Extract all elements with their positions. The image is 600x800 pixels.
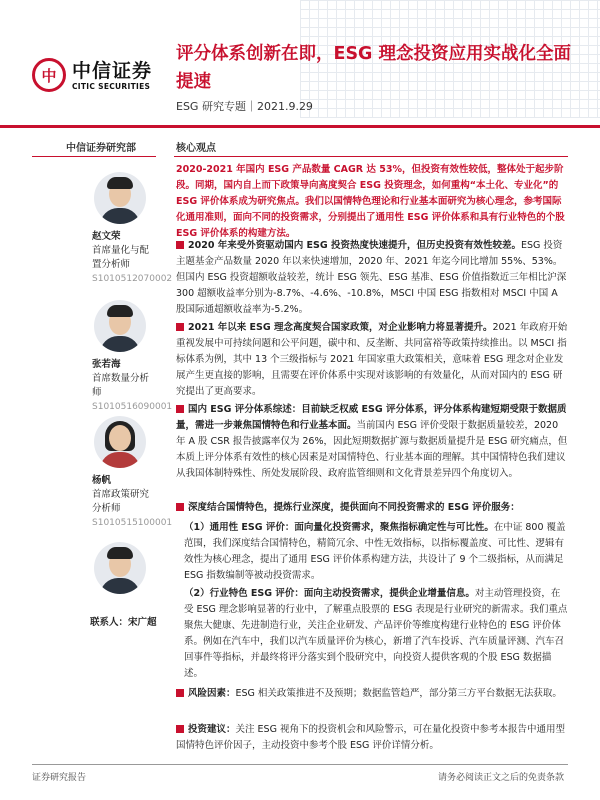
bullet-square-icon	[176, 689, 184, 697]
logo-english: CITIC SECURITIES	[72, 81, 151, 91]
main-section-title: 核心观点	[176, 143, 216, 154]
analyst-role: 首席政策研究分析师	[92, 489, 150, 514]
advice-heading: 投资建议：	[188, 724, 236, 735]
investment-advice	[176, 722, 568, 754]
footer-left: 证券研究报告	[32, 773, 87, 783]
logo-chinese: 中信证券	[72, 59, 153, 82]
risk-body: ESG 相关政策推进不及预期；数据监管趋严，部分第三方平台数据无法获取。	[235, 688, 562, 699]
analyst-cert: S1010515100001	[92, 518, 173, 528]
bullet-square-icon	[176, 503, 184, 511]
key-point-heading: 2021 年以来 ESG 理念高度契合国家政策，对企业影响力将显著提升。	[188, 322, 493, 333]
bullet-square-icon	[176, 323, 184, 331]
citic-logo-icon: 中	[32, 58, 66, 92]
summary-paragraph: 2020-2021 年国内 ESG 产品数量 CAGR 达 53%，但投资有效性较低，整体处于起步阶段。同期，国内自上而下政策导向高度契合 ESG 投资理念，如何重构“本土化、专业化”的 ESG 评价体系成为研究焦点。我们以国情特色理论和行业基本面研究为核心理念，参考国际化通用准则，面向不同的投资需求，分别提出了通用性 ESG 评价体系和具有行业特色的个股 ESG 评价体系的构建方法。	[176, 164, 565, 239]
analyst-cert: S1010516090001	[92, 402, 173, 412]
key-point-heading: 深度结合国情特色，提炼行业深度，提供面向不同投资需求的 ESG 评价服务：	[188, 502, 520, 513]
analyst-name: 赵文荣	[92, 231, 121, 242]
key-point-1	[176, 238, 568, 318]
advice-body: 关注 ESG 视角下的投资机会和风险警示，可在量化投资中参考本报告中通用型国情特色评价因子，主动投资中参考个股 ESG 评价详情分析。	[176, 724, 565, 751]
avatar	[94, 172, 146, 224]
key-point-body: 2021 年政府开始重视发展中可持续问题和公平问题，碳中和、反垄断、共同富裕等政策持续推出。以 MSCI 指标体系为例，其中 13 个三级指标与 2021 年国家重大政策相关，意味着 ESG 理念对企业发展产生更直接的影响，且需要在评价体系中实现对该影响的有效量化，从而对国内的 ESG 研究提出了更高要求。	[176, 322, 568, 397]
analyst-role: 首席量化与配置分析师	[92, 245, 150, 270]
avatar	[94, 300, 146, 352]
main-divider	[174, 156, 568, 157]
analyst-card	[32, 172, 173, 286]
sub-point-body: 对主动管理投资，在受 ESG 理念影响显著的行业中，了解重点股票的 ESG 表现是行业研究的新需求。我们重点聚焦大健康、先进制造行业，关注企业研发、产品评价等维度构建行业特色的 ESG 评价体系。例如在汽车中，我们以汽车质量评价为核心，新增了汽车投诉、汽车质量评测、汽车召回事件等指标，并最终将评分落实到个股研究中，向投资人提供客观的个股 ESG 数据描述。	[184, 588, 568, 679]
analyst-role: 首席数量分析师	[92, 373, 150, 398]
key-point-heading: 国内 ESG 评分体系综述：目前缺乏权威 ESG 评分体系，评分体系构建短期受限于数据质量，需进一步兼焦国情特色和行业基本面。	[176, 404, 567, 431]
key-point-heading: 2020 年来受外资驱动国内 ESG 投资热度快速提升，但历史投资有效性较差。	[188, 240, 521, 251]
company-logo	[32, 58, 152, 92]
footer-divider	[32, 764, 568, 765]
sidebar-divider	[32, 156, 156, 157]
report-title: 评分体系创新在即，ESG 理念投资应用实战化全面提速	[176, 44, 572, 92]
key-point-body: 当前国内 ESG 评价受限于数据质量较差，2020 年 A 股 CSR 报告披露率仅为 26%，因此短期数据扩源与数据质量提升是 ESG 研究痛点，但本质上评分体系有效性的核心因素是对国情特色、行业基本面的理解。其中国情特色我们建议从我国体制特殊性、所处发展阶段、政府监管细则和文化背景差异四个角度切入。	[176, 420, 568, 479]
key-point-3	[176, 402, 568, 482]
key-point-4	[176, 500, 568, 516]
bullet-square-icon	[176, 405, 184, 413]
analyst-card	[32, 300, 173, 414]
footer-disclaimer: 请务必阅读正文之后的免责条款	[437, 773, 564, 783]
analyst-card	[32, 416, 173, 530]
avatar	[94, 542, 146, 594]
key-point-body: ESG 投资主题基金产品数量 2020 年以来快速增加，2020 年、2021 年迄今同比增加 55%、53%。但国内 ESG 投资超额收益较差，统计 ESG 领先、ESG 基准、ESG 价值指数近三年相比沪深 300 超额收益率分别为-8.7%、-4.6%、-10.8%，MSCI 中国 ESG 指数相对 MSCI 中国 A 股国际通超额收益率为-5.2%。	[176, 240, 567, 315]
contact-person: 联系人：宋广超	[90, 617, 157, 628]
key-point-2	[176, 320, 568, 400]
report-subtitle: ESG 研究专题｜2021.9.29	[176, 100, 313, 113]
analyst-cert: S1010512070002	[92, 274, 173, 284]
sidebar-section-title: 中信证券研究部	[66, 143, 136, 154]
avatar	[94, 416, 146, 468]
analyst-name: 杨帆	[92, 475, 112, 486]
risk-heading: 风险因素：	[188, 688, 236, 699]
bullet-square-icon	[176, 241, 184, 249]
sub-point-2	[184, 586, 568, 682]
analyst-name: 张若海	[92, 359, 121, 370]
sub-point-heading: （2）行业特色 ESG 评价：面向主动投资需求，提供企业增量信息。	[184, 588, 475, 599]
sub-point-body: 在中证 800 覆盖范围，我们深度结合国情特色，精简冗余、中性无效指标，以指标覆盖度、可比性、逻辑有效性为核心理念，提出了通用 ESG 评价体系构建方法，共设计了 9 个二级指标，从而满足 ESG 指数编制等被动投资需求。	[184, 522, 566, 581]
header-divider	[0, 125, 600, 128]
sub-point-1	[184, 520, 568, 584]
risk-factors	[176, 686, 568, 702]
contact-card	[32, 542, 156, 594]
bullet-square-icon	[176, 725, 184, 733]
sub-point-heading: （1）通用性 ESG 评价：面向量化投资需求，聚焦指标确定性与可比性。	[184, 522, 494, 533]
